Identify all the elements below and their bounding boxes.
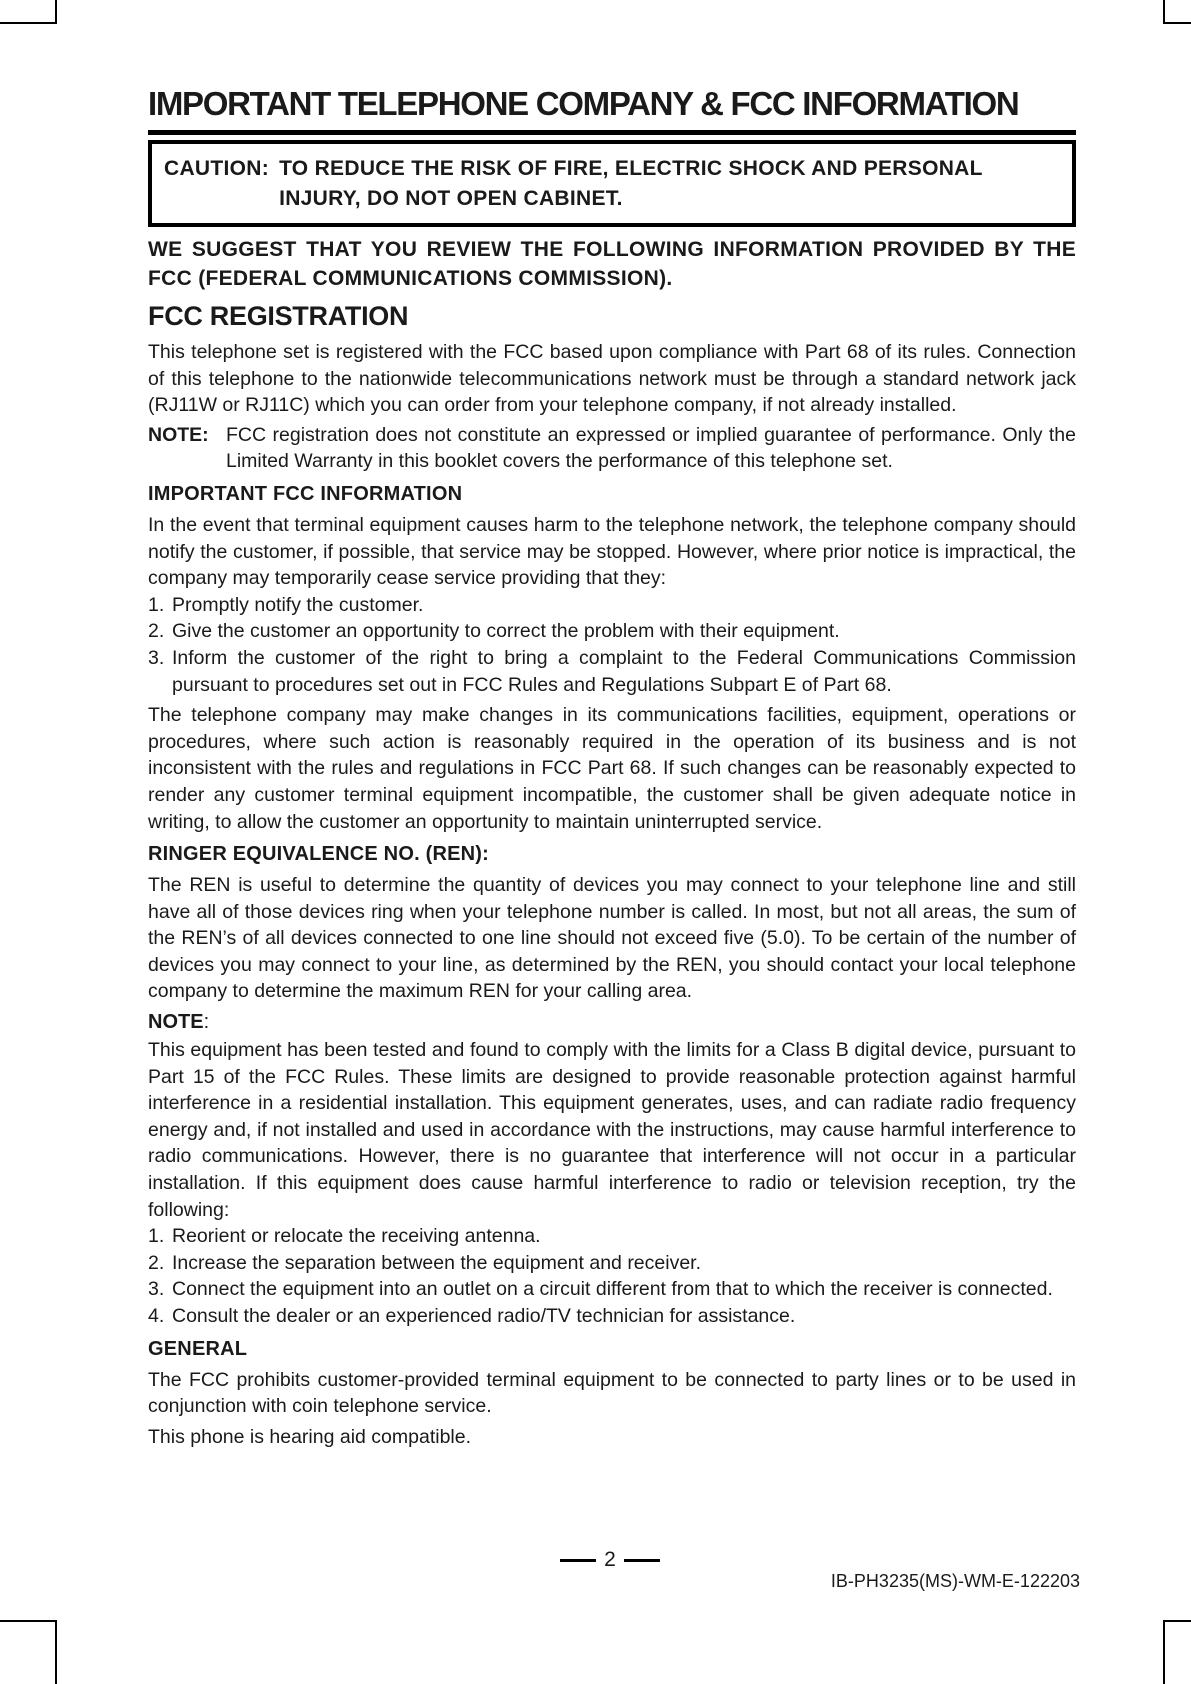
list-item: [148, 645, 1076, 698]
list-item-text: Connect the equipment into an outlet on a circuit different from that to which the receiver is connected.: [172, 1278, 1053, 1301]
list-item: [148, 592, 1076, 619]
list-item: [148, 1303, 1076, 1330]
note-body: This equipment has been tested and found to comply with the limits for a Class B digital device, pursuant to Part 15 of the FCC Rules. These limits are designed to provide reasonable protection against harmful interference in a residential installation. This equipment generates, uses, and can radiate radio frequency energy and, if not installed and used in accordance with the instructions, may cause harmful interference to radio communications. However, there is no guarantee that interference will not occur in a particular installation. If this equipment does cause harmful interference to radio or television reception, try the following:: [148, 1039, 1076, 1221]
caution-text: TO REDUCE THE RISK OF FIRE, ELECTRIC SHOCK AND PERSONAL INJURY, DO NOT OPEN CABINET.: [279, 157, 983, 210]
list-item-text: Reorient or relocate the receiving antenna.: [172, 1225, 541, 1248]
page-number-text: 2: [604, 1548, 616, 1571]
list-item-text: Increase the separation between the equipment and receiver.: [172, 1251, 702, 1274]
crop-mark-bottom-left-h: [0, 1620, 57, 1622]
title-rule: [148, 130, 1076, 135]
list-item: [148, 1223, 1076, 1250]
caution-box: [148, 140, 1076, 227]
fcc-registration-body: This telephone set is registered with the FCC based upon compliance with Part 68 of its rules. Connection of this telephone to the nationwide telecommunications network must be through a standard network jack (RJ11W or RJ11C) which you can order from your telephone company, if not already installed.: [148, 341, 1076, 417]
important-fcc-outro: The telephone company may make changes in its communications facilities, equipment, operations or procedures, where such action is reasonably required in the operation of its business and is not inconsistent with the rules and regulations in FCC Part 68. If such changes can be reasonably expected to render any customer terminal equipment incompatible, the customer shall be given adequate notice in writing, to allow the customer an opportunity to maintain uninterrupted service.: [148, 704, 1076, 833]
list-item: [148, 1276, 1076, 1303]
ren-heading: RINGER EQUIVALENCE NO. (REN):: [148, 843, 489, 866]
page-number-dash-left: [560, 1559, 596, 1562]
page-number: [548, 1548, 672, 1572]
list-item-number: 2.: [148, 1251, 165, 1274]
registration-note-text: FCC registration does not constitute an expressed or implied guarantee of performance. Only the Limited Warranty in this booklet covers the performance of this telephone set.: [226, 423, 1076, 473]
note-heading: [148, 1007, 1076, 1037]
note-label: NOTE: [148, 1011, 204, 1034]
list-item-number: 2.: [148, 620, 165, 643]
crop-mark-top-right-v: [1163, 0, 1165, 22]
hearing-aid-text: This phone is hearing aid compatible.: [148, 1425, 472, 1448]
crop-mark-top-left-h: [0, 22, 57, 24]
list-item-number: 3.: [148, 1278, 165, 1301]
list-item-text: Give the customer an opportunity to correct the problem with their equipment.: [172, 620, 840, 643]
list-item-text: Consult the dealer or an experienced radio/TV technician for assistance.: [172, 1305, 796, 1327]
important-fcc-list: [148, 592, 1076, 698]
document-code: IB-PH3235(MS)-WM-E-122203: [830, 1571, 1080, 1591]
crop-mark-top-right-h: [1163, 22, 1191, 24]
note-colon: :: [203, 1011, 210, 1034]
interference-list: [148, 1223, 1076, 1329]
crop-mark-bottom-left-v: [55, 1620, 57, 1684]
list-item: [148, 1250, 1076, 1277]
crop-mark-top-left-v: [55, 0, 57, 22]
list-item-text: Promptly notify the customer.: [172, 593, 424, 616]
general-body: The FCC prohibits customer-provided terminal equipment to be connected to party lines or to be used in conjunction with coin telephone service.: [148, 1368, 1076, 1418]
page-title: IMPORTANT TELEPHONE COMPANY & FCC INFORMATION: [148, 85, 1019, 122]
lead-paragraph: WE SUGGEST THAT YOU REVIEW THE FOLLOWING INFORMATION PROVIDED BY THE FCC (FEDERAL COMMUNICATIONS COMMISSION).: [148, 238, 1076, 290]
general-heading: GENERAL: [148, 1337, 248, 1360]
caution-label: CAUTION:: [164, 157, 270, 180]
registration-note: [148, 422, 1076, 475]
important-fcc-intro: In the event that terminal equipment causes harm to the telephone network, the telephone company should notify the customer, if possible, that service may be stopped. However, where prior notice is impractical, the company may temporarily cease service providing that they:: [148, 513, 1076, 590]
crop-mark-bottom-right-h: [1163, 1620, 1191, 1622]
ren-body: The REN is useful to determine the quantity of devices you may connect to your telephone line and still have all of those devices ring when your telephone number is called. In most, but not all areas, the sum of the REN’s of all devices connected to one line should not exceed five (5.0). To be certain of the number of devices you may connect to your line, as determined by the REN, you should contact your local telephone company to determine the maximum REN for your calling area.: [148, 874, 1076, 1003]
registration-note-label: NOTE:: [148, 423, 209, 446]
list-item-number: 3.: [148, 646, 165, 669]
list-item-number: 1.: [148, 1225, 165, 1248]
fcc-registration-heading: FCC REGISTRATION: [148, 301, 409, 331]
page-content: [148, 84, 1076, 1450]
list-item-number: 4.: [148, 1305, 165, 1327]
page-number-dash-right: [624, 1559, 660, 1562]
list-item: [148, 618, 1076, 645]
list-item-number: 1.: [148, 593, 165, 616]
important-fcc-heading: IMPORTANT FCC INFORMATION: [148, 482, 463, 505]
crop-mark-bottom-right-v: [1163, 1620, 1165, 1684]
list-item-text: Inform the customer of the right to bring a complaint to the Federal Communications Commission pursuant to procedures set out in FCC Rules and Regulations Subpart E of Part 68.: [172, 646, 1076, 696]
